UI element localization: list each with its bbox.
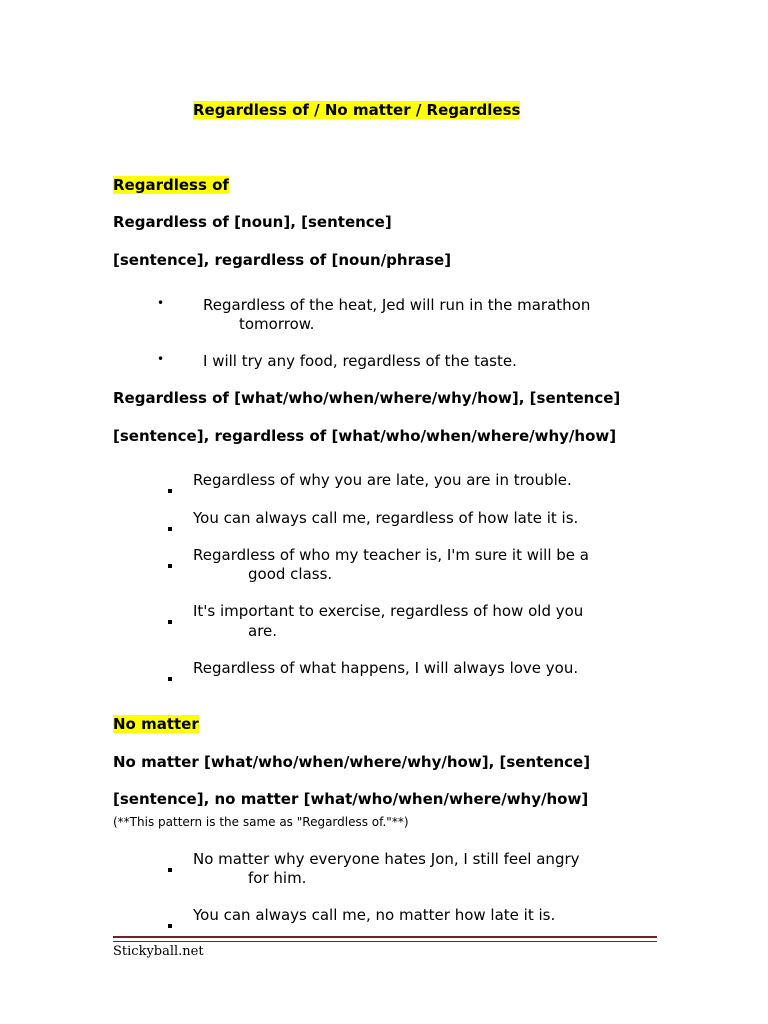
example-line: Regardless of why you are late, you are in trouble. [193,471,572,489]
example-line: Regardless of who my teacher is, I'm sure it will be a [193,546,589,564]
example-line: I will try any food, regardless of the taste. [203,352,517,370]
pattern-5: No matter [what/who/when/where/why/how], [sentence] [113,753,591,771]
example-line-continuation: for him. [248,869,307,887]
example-line-continuation: are. [248,622,278,640]
bullet-square-icon [168,913,172,932]
example-line: Regardless of what happens, I will always love you. [193,659,579,677]
pattern-6: [sentence], no matter [what/who/when/where/why/how] [113,790,589,808]
example-line: You can always call me, no matter how late it is. [193,906,556,924]
pattern-2: [sentence], regardless of [noun/phrase] [113,251,452,269]
pattern-note: (**This pattern is the same as "Regardless of."**) [113,815,409,829]
bullet-square-icon [168,553,172,572]
section-heading-regardless-of: Regardless of [113,176,229,194]
pattern-3: Regardless of [what/who/when/where/why/how], [sentence] [113,389,621,407]
example-line-continuation: tomorrow. [239,315,315,333]
bullet-square-icon [168,666,172,685]
example-line-continuation: good class. [248,565,333,583]
example-line: No matter why everyone hates Jon, I still feel angry [193,850,580,868]
bullet-square-icon [168,609,172,628]
section-heading-no-matter: No matter [113,715,199,733]
bullet-square-icon [168,857,172,876]
pattern-1: Regardless of [noun], [sentence] [113,213,392,231]
bullet-square-icon [168,478,172,497]
pattern-4: [sentence], regardless of [what/who/when/where/why/how] [113,427,617,445]
example-line: Regardless of the heat, Jed will run in the marathon [203,296,591,314]
page-title: Regardless of / No matter / Regardless [193,101,521,119]
example-line: You can always call me, regardless of how late it is. [193,509,579,527]
bullet-square-icon [168,516,172,535]
bullet-dot-icon: • [157,352,165,366]
example-line: It's important to exercise, regardless of how old you [193,602,584,620]
footer-site-name: Stickyball.net [113,944,204,959]
bullet-dot-icon: • [157,296,165,310]
footer-rule-thick [113,936,657,938]
footer-rule-thin [113,941,657,942]
